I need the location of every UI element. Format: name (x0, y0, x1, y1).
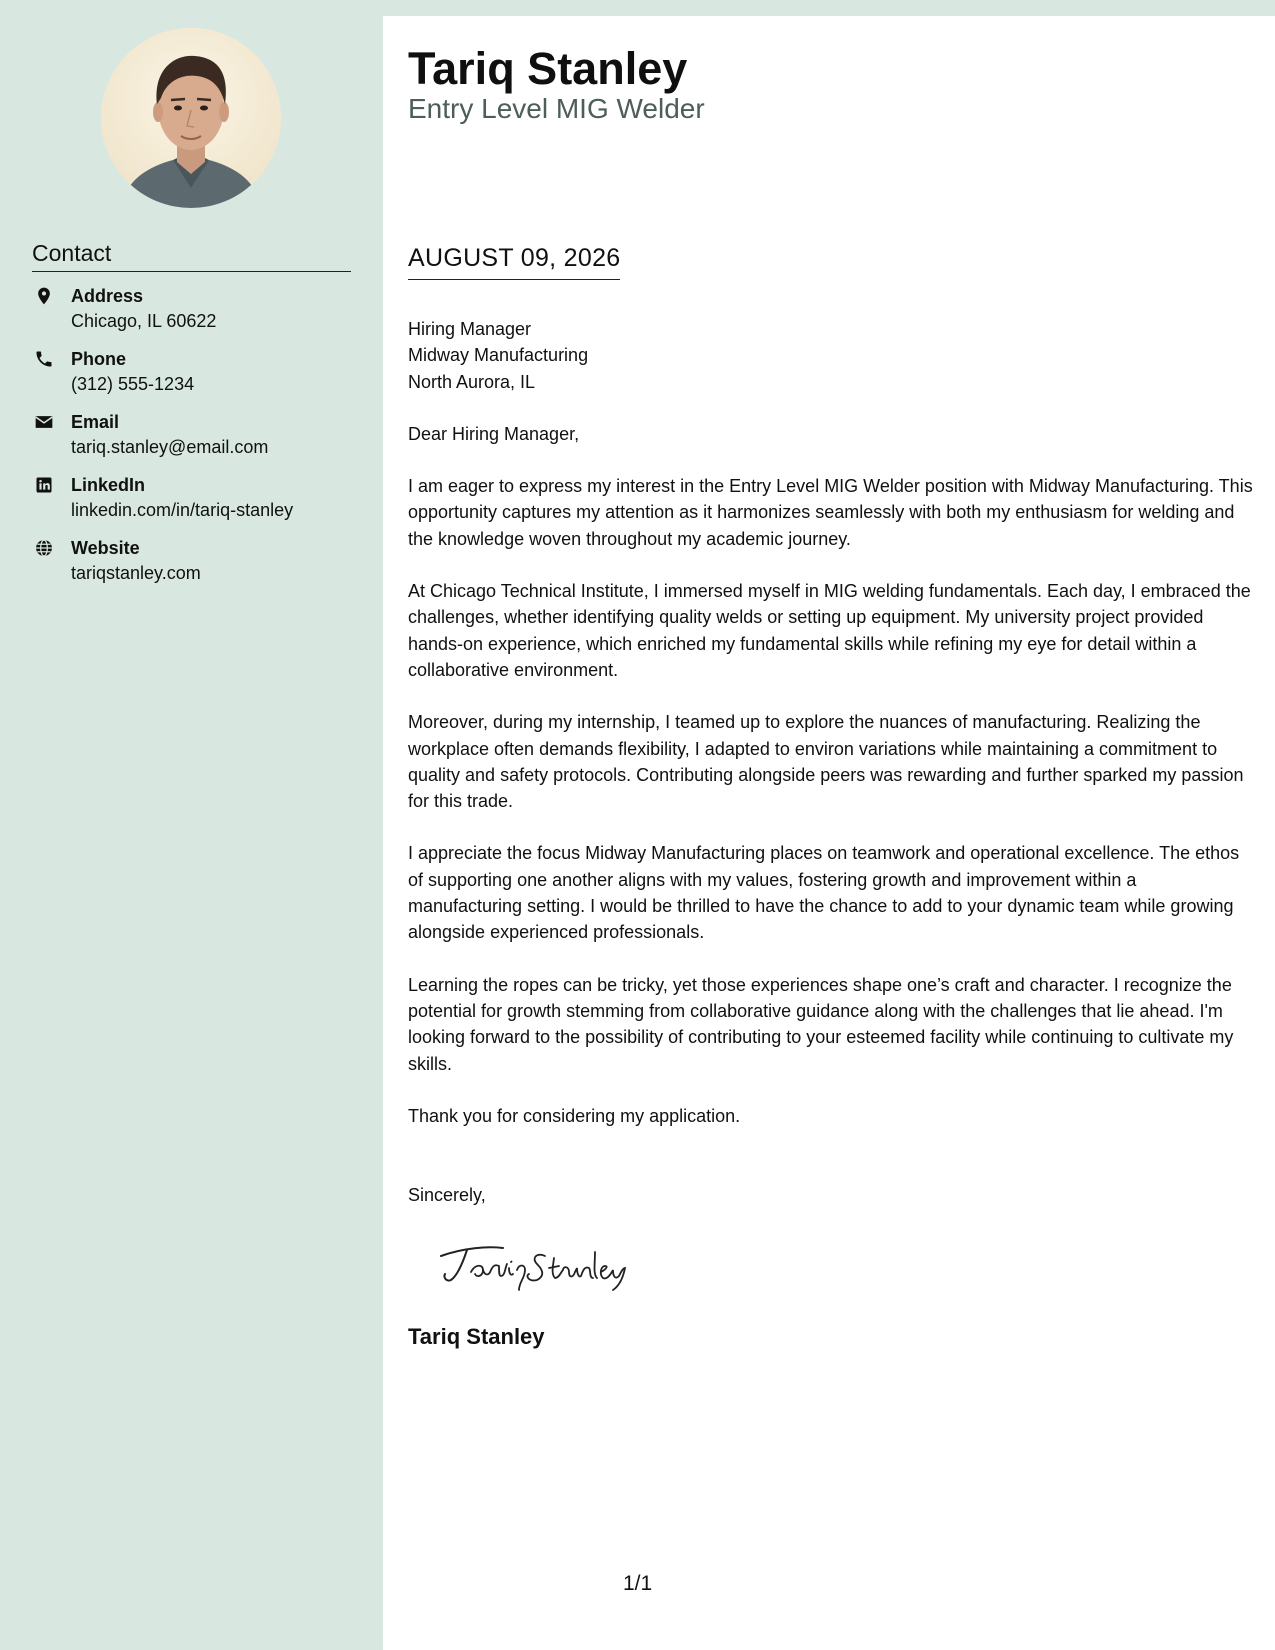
applicant-name: Tariq Stanley (408, 43, 688, 94)
salutation: Dear Hiring Manager, (408, 423, 580, 444)
sidebar (0, 0, 383, 1650)
body-paragraph: At Chicago Technical Institute, I immersed myself in MIG welding fundamentals. Each day, I embraced the challenges, whether identifying quality welds or setting up equipment. My university project provided hands-on experience, which enriched my fundamental skills while refining my eye for detail within a collaborative environment. (408, 581, 1251, 680)
contact-value: linkedin.com/in/tariq-stanley (71, 500, 294, 520)
recipient-line: North Aurora, IL (408, 371, 536, 392)
recipient-line: Midway Manufacturing (408, 345, 589, 366)
envelope-icon (34, 412, 54, 432)
contact-value: tariqstanley.com (71, 563, 201, 583)
letter-page (383, 16, 1275, 1650)
contact-heading: Contact (32, 240, 351, 272)
closing: Sincerely, (408, 1185, 486, 1206)
contact-value: (312) 555-1234 (71, 374, 195, 394)
signer-name: Tariq Stanley (408, 1323, 545, 1349)
body-paragraph: Moreover, during my internship, I teamed up to explore the nuances of manufacturing. Realizing the workplace often demands flexibility, I adapted to environ variations while maintaining a commitment to quality and safety protocols. Contributing alongside peers was rewarding and further sparked my passion for this trade. (408, 712, 1244, 812)
contact-item-website (32, 536, 362, 599)
recipient-line: Hiring Manager (408, 319, 532, 339)
contact-label: Phone (71, 349, 127, 369)
letter-date: AUGUST 09, 2026 (408, 244, 620, 280)
contact-value: tariq.stanley@email.com (71, 437, 269, 457)
signature-image (433, 1234, 663, 1294)
contact-label: Address (71, 286, 144, 306)
body-paragraph: I am eager to express my interest in the Entry Level MIG Welder position with Midway Manufacturing. This opportunity captures my attention as it harmonizes seamlessly with both my enthusiasm for welding and the knowledge woven throughout my academic journey. (408, 476, 1253, 549)
map-pin-icon (34, 286, 54, 306)
contact-item-linkedin (32, 473, 362, 536)
contact-value: Chicago, IL 60622 (71, 311, 217, 331)
body-paragraph: Learning the ropes can be tricky, yet those experiences shape one’s craft and character. I recognize the potential for growth stemming from collaborative guidance along with the challenges that lie ahead. I'm looking forward to the possibility of contributing to your esteemed facility while continuing to cultivate my skills. (408, 974, 1234, 1074)
recipient-block (408, 316, 1253, 395)
page-number: 1/1 (623, 1572, 653, 1595)
body-paragraph: I appreciate the focus Midway Manufacturing places on teamwork and operational excellence. The ethos of supporting one another aligns with my values, fostering growth and improvement within a manufacturing setting. I would be thrilled to have the chance to add to your dynamic team while growing alongside experienced professionals. (408, 843, 1240, 943)
job-title: Entry Level MIG Welder (408, 93, 705, 124)
avatar (101, 28, 281, 208)
portrait-image (101, 28, 281, 208)
contact-label: Website (71, 538, 140, 558)
contact-label: LinkedIn (71, 475, 146, 495)
letter-body (408, 473, 1253, 1129)
contact-list (32, 284, 362, 599)
contact-label: Email (71, 412, 120, 432)
phone-icon (34, 349, 54, 369)
contact-item-phone (32, 347, 362, 410)
linkedin-icon (34, 475, 54, 495)
globe-icon (34, 538, 54, 558)
contact-item-email (32, 410, 362, 473)
contact-item-address (32, 284, 362, 347)
letter-content (408, 316, 1253, 1350)
body-paragraph: Thank you for considering my application. (408, 1105, 741, 1126)
